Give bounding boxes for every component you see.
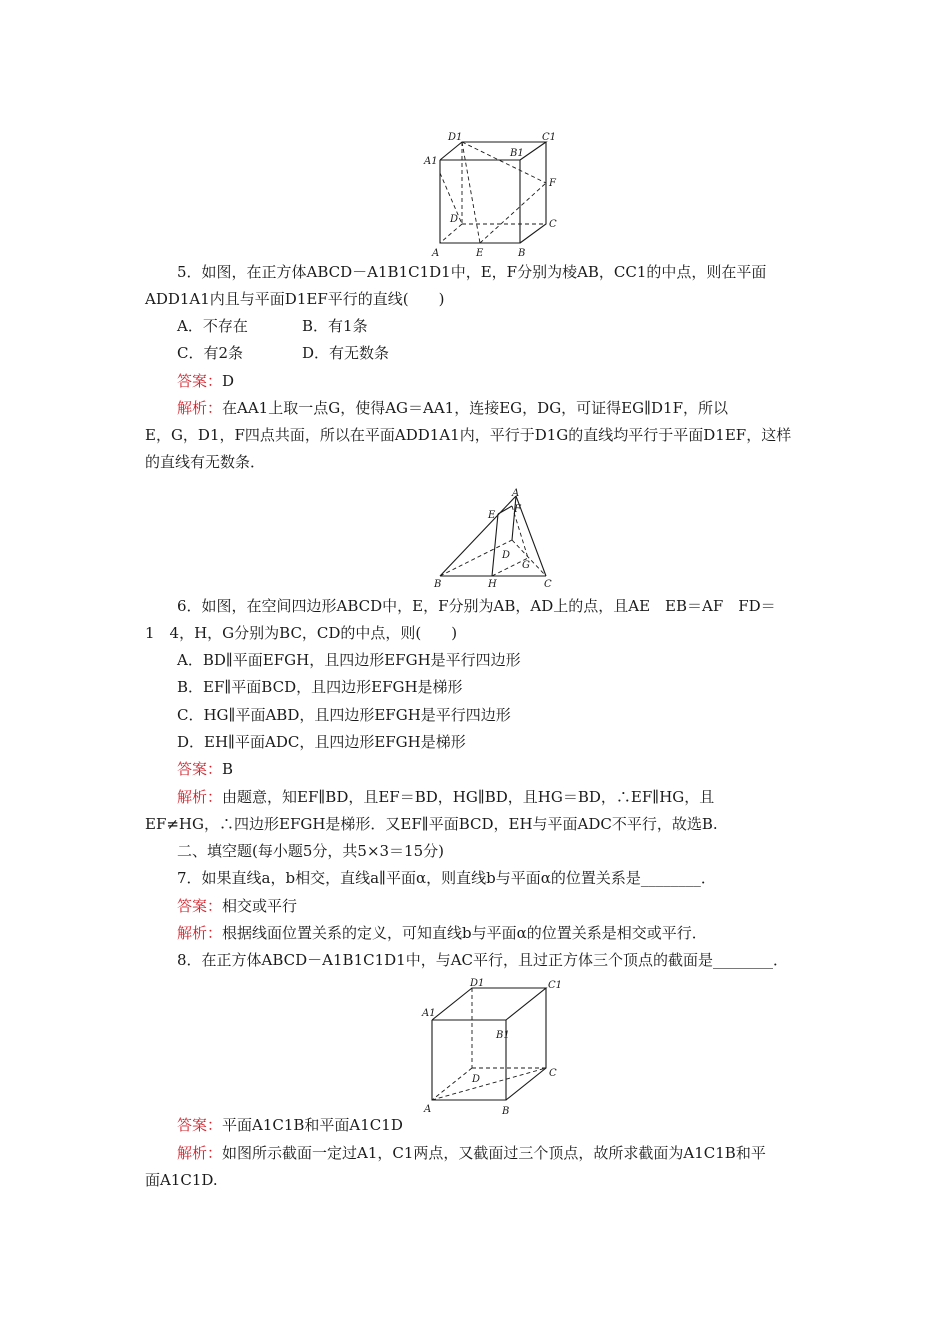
label-C1: C1	[542, 132, 557, 143]
q5-analysis-line1	[177, 398, 728, 418]
q6-analysis-line2: EF≠HG，∴四边形EFGH是梯形．又EF∥平面BCD，EH与平面ADC不平行，故选B.	[145, 815, 718, 833]
q5-cube-figure	[420, 128, 570, 260]
label-D1: D1	[470, 978, 485, 989]
q6-answer	[177, 759, 233, 779]
label-E: E	[488, 510, 496, 521]
label-A1: A1	[424, 156, 438, 167]
q6-analysis-line1	[177, 787, 714, 807]
q6-analysis-text1: 由题意，知EF∥BD，且EF＝BD，HG∥BD，且HG＝BD，∴EF∥HG，且	[222, 788, 715, 806]
label-D: D	[472, 1074, 481, 1085]
q7-answer-label: 答案：	[177, 897, 223, 915]
q5-option-a: A．不存在	[177, 317, 248, 335]
q6-stem-line1: 6．如图，在空间四边形ABCD中，E，F分别为AB，AD上的点，且AE EB＝AF FD＝	[177, 597, 776, 615]
label-A: A	[432, 248, 440, 259]
q8-analysis-label: 解析：	[177, 1144, 223, 1162]
label-B1: B1	[496, 1030, 510, 1041]
label-H: H	[488, 579, 497, 590]
q6-option-a: A．BD∥平面EFGH，且四边形EFGH是平行四边形	[177, 651, 521, 669]
label-C: C	[549, 1068, 557, 1079]
q5-option-d: D．有无数条	[302, 344, 390, 362]
q7-analysis-label: 解析：	[177, 924, 223, 942]
q6-option-c: C．HG∥平面ABD，且四边形EFGH是平行四边形	[177, 706, 511, 724]
label-B: B	[434, 579, 442, 590]
label-D: D	[502, 550, 511, 561]
label-C1: C1	[548, 980, 563, 991]
label-E: E	[476, 248, 484, 259]
q5-analysis-label: 解析：	[177, 399, 223, 417]
q8-answer-label: 答案：	[177, 1116, 223, 1134]
label-B: B	[518, 248, 526, 259]
q5-stem-line1: 5．如图，在正方体ABCD－A1B1C1D1中，E，F分别为棱AB，CC1的中点，则在平面	[177, 263, 767, 281]
label-A1: A1	[422, 1008, 436, 1019]
label-F: F	[549, 178, 556, 189]
label-B1: B1	[510, 148, 524, 159]
label-D: D	[450, 214, 459, 225]
q8-stem: 8．在正方体ABCD－A1B1C1D1中，与AC平行，且过正方体三个顶点的截面是________．	[177, 951, 789, 969]
q5-answer	[177, 371, 234, 391]
q6-option-d: D．EH∥平面ADC，且四边形EFGH是梯形	[177, 733, 466, 751]
label-F: F	[514, 504, 521, 515]
q5-answer-value: D	[222, 372, 235, 390]
label-B: B	[502, 1106, 510, 1117]
q8-answer	[177, 1115, 403, 1135]
q5-analysis-text1: 在AA1上取一点G，使得AG＝AA1，连接EG，DG，可证得EG∥D1F，所以	[222, 399, 729, 417]
q8-analysis-text1: 如图所示截面一定过A1，C1两点，又截面过三个顶点，故所求截面为A1C1B和平	[222, 1144, 766, 1162]
label-A: A	[512, 488, 520, 499]
label-A: A	[424, 1104, 432, 1115]
q5-answer-label: 答案：	[177, 372, 223, 390]
label-G: G	[522, 560, 530, 571]
q5-option-c: C．有2条	[177, 344, 244, 362]
q7-stem: 7．如果直线a，b相交，直线a∥平面α，则直线b与平面α的位置关系是________．	[177, 869, 716, 887]
q7-analysis-text: 根据线面位置关系的定义，可知直线b与平面α的位置关系是相交或平行．	[222, 924, 707, 942]
label-C: C	[549, 219, 557, 230]
q8-analysis-line2: 面A1C1D.	[145, 1171, 218, 1189]
q7-analysis	[177, 923, 707, 943]
q6-option-b: B．EF∥平面BCD，且四边形EFGH是梯形	[177, 678, 463, 696]
q6-answer-value: B	[222, 760, 234, 778]
q5-analysis-line2: E，G，D1，F四点共面，所以在平面ADD1A1内，平行于D1G的直线均平行于平面D1EF，这样	[145, 426, 792, 444]
q6-answer-label: 答案：	[177, 760, 223, 778]
q8-analysis-line1	[177, 1143, 766, 1163]
q6-stem-line2: 1 4，H，G分别为BC，CD的中点，则( )	[145, 624, 458, 642]
section2-heading: 二、填空题(每小题5分，共5×3＝15分)	[177, 842, 444, 860]
q8-cube-figure	[422, 980, 572, 1120]
label-D1: D1	[448, 132, 463, 143]
q6-tetrahedron-figure	[432, 488, 560, 592]
q6-analysis-label: 解析：	[177, 788, 223, 806]
q5-stem-line2: ADD1A1内且与平面D1EF平行的直线( )	[145, 290, 445, 308]
q5-option-b: B．有1条	[302, 317, 368, 335]
q7-answer-value: 相交或平行	[222, 897, 298, 915]
label-C: C	[544, 579, 552, 590]
q5-analysis-line3: 的直线有无数条．	[145, 453, 266, 471]
q8-answer-value: 平面A1C1B和平面A1C1D	[222, 1116, 403, 1134]
q7-answer	[177, 896, 297, 916]
